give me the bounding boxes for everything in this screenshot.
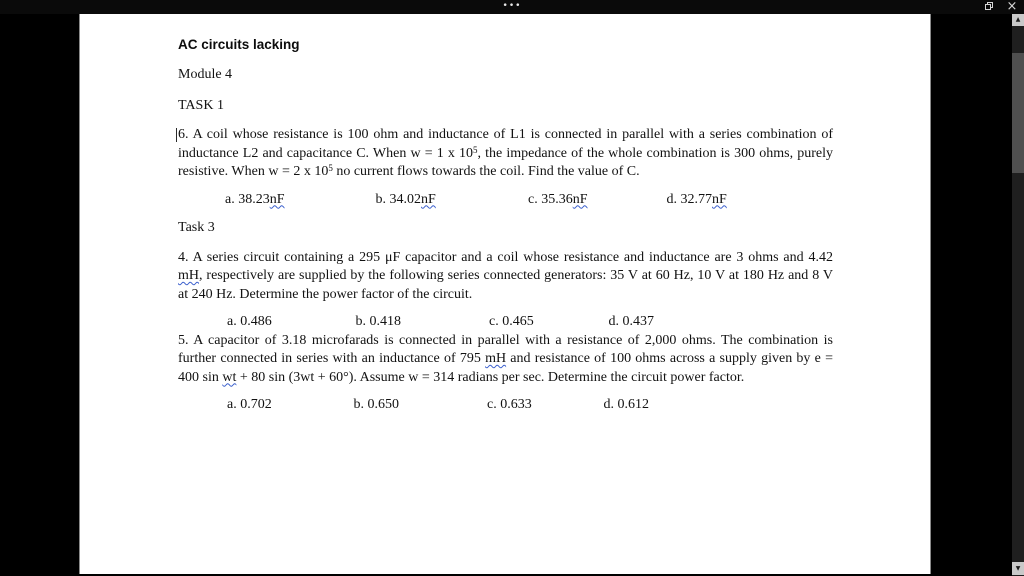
- choice-a: a. 38.23nF: [225, 191, 285, 207]
- choice-d: d. 0.612: [603, 397, 649, 412]
- question-6-choices: [178, 191, 833, 210]
- task3-label: Task 3: [178, 220, 215, 235]
- restore-icon: [985, 4, 992, 11]
- choice-d: d. 32.77nF: [666, 191, 727, 207]
- scroll-down-icon: ▼: [1015, 564, 1021, 572]
- task1-label: TASK 1: [178, 97, 224, 113]
- window-titlebar: [0, 0, 1024, 14]
- module-label: Module 4: [178, 67, 233, 82]
- text-cursor: [176, 128, 177, 142]
- question-5-text: 5. A capacitor of 3.18 microfarads is connected in parallel with a resistance of 2,000 ohms. The combination is further connected in series with an inductance of 795 mH and resistance of 100 ohms across a supply given by e = 400 sin wt + 80 sin (3wt + 60°). Assume w = 314 radians per sec. Determine the circuit power factor.: [178, 332, 833, 385]
- choice-b: b. 0.650: [353, 397, 399, 412]
- more-options-icon[interactable]: •••: [502, 1, 522, 11]
- document-workspace: [0, 14, 1024, 576]
- document-page[interactable]: [79, 14, 931, 574]
- scroll-up-icon: ▲: [1015, 16, 1021, 23]
- question-6-text: 6. A coil whose resistance is 100 ohm and inductance of L1 is connected in parallel with a series combination of inductance L2 and capacitance C. When w = 1 x $10^5$, the impedance of the whole combination is 300 ohms, purely resistive. When w = 2 x $10^5$ no current flows towards the coil. Find the value of C.: [178, 127, 833, 179]
- scroll-up-button[interactable]: [1012, 14, 1024, 26]
- question-4-text: 4. A series circuit containing a 295 μF capacitor and a coil whose resistance and inductance are 3 ohms and 4.42 mH, respectively are supplied by the following series connected generators: 35 V at 60 Hz, 10 V at 180 Hz and 8 V at 240 Hz. Determine the power factor of the circuit.: [178, 249, 833, 302]
- choice-b: b. 0.418: [355, 314, 401, 329]
- choice-b: b. 34.02nF: [375, 191, 436, 207]
- scrollbar-thumb[interactable]: [1012, 53, 1024, 173]
- choice-d: d. 0.437: [608, 314, 654, 329]
- choice-c: c. 35.36nF: [528, 191, 588, 207]
- choice-a: a. 0.702: [227, 397, 272, 412]
- choice-c: c. 0.633: [487, 397, 532, 412]
- restore-window-button[interactable]: [982, 0, 994, 14]
- choice-c: c. 0.465: [489, 314, 534, 329]
- question-4-choices: [178, 313, 833, 332]
- close-icon: ×: [1006, 0, 1018, 14]
- close-window-button[interactable]: [1006, 0, 1018, 14]
- choice-a: a. 0.486: [227, 314, 272, 329]
- doc-title: AC circuits lacking: [178, 37, 300, 52]
- scroll-down-button[interactable]: [1012, 562, 1024, 575]
- question-5-choices: [178, 396, 833, 415]
- window-controls: [982, 0, 1018, 14]
- vertical-scrollbar[interactable]: [1012, 14, 1024, 576]
- document-content: [80, 14, 930, 415]
